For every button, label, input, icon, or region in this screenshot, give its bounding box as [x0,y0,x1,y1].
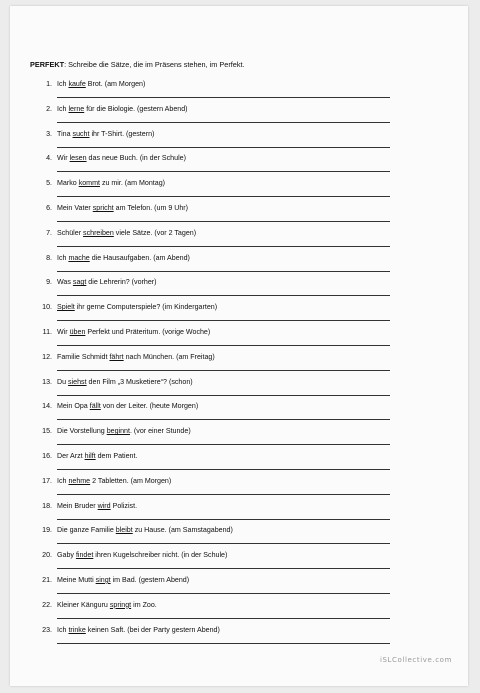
item-sentence [57,601,157,609]
sentence-start: Mein Opa [57,402,90,411]
item-number: 6. [46,203,52,212]
sentence-start: Meine Mutti [57,575,96,584]
sentence-start: Mein Vater [57,203,93,212]
answer-line[interactable] [57,395,390,396]
exercise-item [30,254,390,279]
item-number: 16. [42,451,52,460]
underlined-verb: siehst [68,377,87,386]
answer-line[interactable] [57,345,390,346]
item-number: 7. [46,228,52,237]
item-sentence [57,427,191,435]
item-number: 19. [42,526,52,535]
sentence-start: Der Arzt [57,451,85,460]
sentence-start: Marko [57,179,79,188]
sentence-end: dem Patient. [95,451,138,460]
underlined-verb: trinke [68,625,86,634]
answer-line[interactable] [57,246,390,247]
instruction [30,60,245,69]
answer-line[interactable] [57,97,390,98]
exercise-item [30,452,390,477]
underlined-verb: üben [69,327,86,336]
item-number: 3. [46,129,52,138]
item-number: 14. [42,402,52,411]
sentence-start: Ich [57,104,69,113]
sentence-start: Ich [57,476,69,485]
watermark: iSLCollective.com [379,656,452,664]
item-sentence [57,229,196,237]
sentence-start: Die ganze Familie [57,526,116,535]
sentence-start: Die Vorstellung [57,427,107,436]
exercise-item [30,477,390,502]
underlined-verb: singt [95,575,111,584]
item-number: 8. [46,253,52,262]
answer-line[interactable] [57,419,390,420]
item-sentence [57,105,188,113]
answer-line[interactable] [57,271,390,272]
answer-line[interactable] [57,196,390,197]
sentence-end: Perfekt und Präteritum. (vorige Woche) [85,327,211,336]
underlined-verb: fällt [89,402,101,411]
sentence-start: Mein Bruder [57,501,98,510]
item-sentence [57,303,217,311]
item-sentence [57,626,220,634]
sentence-end: ihr gerne Computerspiele? (im Kindergarten) [74,303,218,312]
underlined-verb: sagt [72,278,87,287]
exercise-item [30,154,390,179]
item-number: 5. [46,179,52,188]
item-number: 11. [42,327,52,336]
exercise-item [30,303,390,328]
item-number: 20. [42,551,52,560]
answer-line[interactable] [57,147,390,148]
exercise-item [30,626,390,651]
exercise-item [30,328,390,353]
underlined-verb: schreiben [83,228,114,237]
answer-line[interactable] [57,519,390,520]
answer-line[interactable] [57,543,390,544]
item-number: 12. [42,352,52,361]
item-sentence [57,80,145,88]
exercise-item [30,229,390,254]
sentence-end: die Lehrerin? (vorher) [86,278,157,287]
item-sentence [57,353,215,361]
answer-line[interactable] [57,444,390,445]
sentence-end: am Telefon. (um 9 Uhr) [113,203,189,212]
sentence-end: . (vor einer Stunde) [129,427,191,436]
underlined-verb: lerne [68,104,85,113]
sentence-start: Du [57,377,69,386]
item-sentence [57,452,137,460]
sentence-start: Kleiner Känguru [57,600,110,609]
exercise-item [30,353,390,378]
item-number: 18. [42,501,52,510]
item-sentence [57,378,193,386]
item-sentence [57,278,157,286]
sentence-start: Schüler [57,228,84,237]
instruction-label: PERFEKT [30,60,65,69]
exercise-item [30,378,390,403]
underlined-verb: bleibt [115,526,133,535]
sentence-end: viele Sätze. (vor 2 Tagen) [113,228,197,237]
sentence-end: Polizist. [110,501,138,510]
item-sentence [57,154,186,162]
sentence-end: im Zoo. [131,600,157,609]
item-sentence [57,402,198,410]
exercise-item [30,502,390,527]
sentence-end: im Bad. (gestern Abend) [110,575,190,584]
underlined-verb: wird [97,501,111,510]
item-sentence [57,551,227,559]
answer-line[interactable] [57,295,390,296]
answer-line[interactable] [57,171,390,172]
exercise-item [30,427,390,452]
underlined-verb: findet [75,551,94,560]
underlined-verb: hilft [84,451,96,460]
item-sentence [57,130,154,138]
instruction-text: : Schreibe die Sätze, die im Präsens stehen, im Perfekt. [64,60,245,69]
underlined-verb: kommt [78,179,100,188]
underlined-verb: Spielt [57,303,75,312]
item-number: 15. [42,427,52,436]
underlined-verb: springt [109,600,132,609]
item-sentence [57,179,165,187]
sentence-start: Familie Schmidt [57,352,110,361]
sentence-start: Was [57,278,73,287]
sentence-end: das neue Buch. (in der Schule) [86,154,186,163]
item-number: 10. [42,303,52,312]
item-sentence [57,477,171,485]
sentence-end: zu mir. (am Montag) [99,179,166,188]
sentence-start: Wir [57,327,70,336]
underlined-verb: mache [68,253,90,262]
answer-line[interactable] [57,494,390,495]
item-number: 21. [42,575,52,584]
item-sentence [57,576,189,584]
sentence-end: ihren Kugelschreiber nicht. (in der Schule) [93,551,228,560]
underlined-verb: fährt [109,352,124,361]
sentence-start: Wir [57,154,70,163]
item-number: 4. [46,154,52,163]
underlined-verb: nehme [68,476,91,485]
underlined-verb: kaufe [68,80,86,88]
item-sentence [57,328,210,336]
answer-line[interactable] [57,469,390,470]
sentence-end: 2 Tabletten. (am Morgen) [90,476,172,485]
sentence-start: Ich [57,80,69,88]
exercise-item [30,130,390,155]
underlined-verb: lesen [69,154,87,163]
exercise-item [30,551,390,576]
answer-line[interactable] [57,643,390,644]
sentence-end: von der Leiter. (heute Morgen) [100,402,199,411]
item-number: 23. [42,625,52,634]
sentence-start: Tina [57,129,73,138]
sentence-end: ihr T-Shirt. (gestern) [89,129,155,138]
item-number: 22. [42,600,52,609]
item-number: 13. [42,377,52,386]
answer-line[interactable] [57,568,390,569]
exercise-item [30,402,390,427]
exercise-item [30,278,390,303]
sentence-start: Ich [57,625,69,634]
exercise-item [30,204,390,229]
underlined-verb: beginnt [106,427,130,436]
answer-line[interactable] [57,221,390,222]
answer-line[interactable] [57,320,390,321]
item-sentence [57,526,233,534]
exercise-item [30,105,390,130]
underlined-verb: spricht [92,203,114,212]
sentence-end: zu Hause. (am Samstagabend) [132,526,233,535]
exercise-item [30,526,390,551]
item-sentence [57,204,188,212]
item-number: 2. [46,104,52,113]
item-sentence [57,502,137,510]
sentence-end: keinen Saft. (bei der Party gestern Abend) [85,625,220,634]
sentence-end: den Film „3 Musketiere“? (schon) [86,377,193,386]
underlined-verb: sucht [72,129,90,138]
item-number: 17. [42,476,52,485]
answer-line[interactable] [57,370,390,371]
worksheet-page [10,6,468,686]
sentence-end: nach München. (am Freitag) [123,352,215,361]
sentence-end: für die Biologie. (gestern Abend) [84,104,188,113]
answer-line[interactable] [57,618,390,619]
exercise-item [30,80,390,105]
sentence-start: Gaby [57,551,76,560]
exercise-list [30,80,390,650]
item-number: 1. [46,80,52,88]
sentence-end: Brot. (am Morgen) [85,80,146,88]
item-sentence [57,254,190,262]
exercise-item [30,576,390,601]
item-number: 9. [46,278,52,287]
answer-line[interactable] [57,593,390,594]
answer-line[interactable] [57,122,390,123]
exercise-item [30,601,390,626]
sentence-end: die Hausaufgaben. (am Abend) [89,253,190,262]
exercise-item [30,179,390,204]
sentence-start: Ich [57,253,69,262]
